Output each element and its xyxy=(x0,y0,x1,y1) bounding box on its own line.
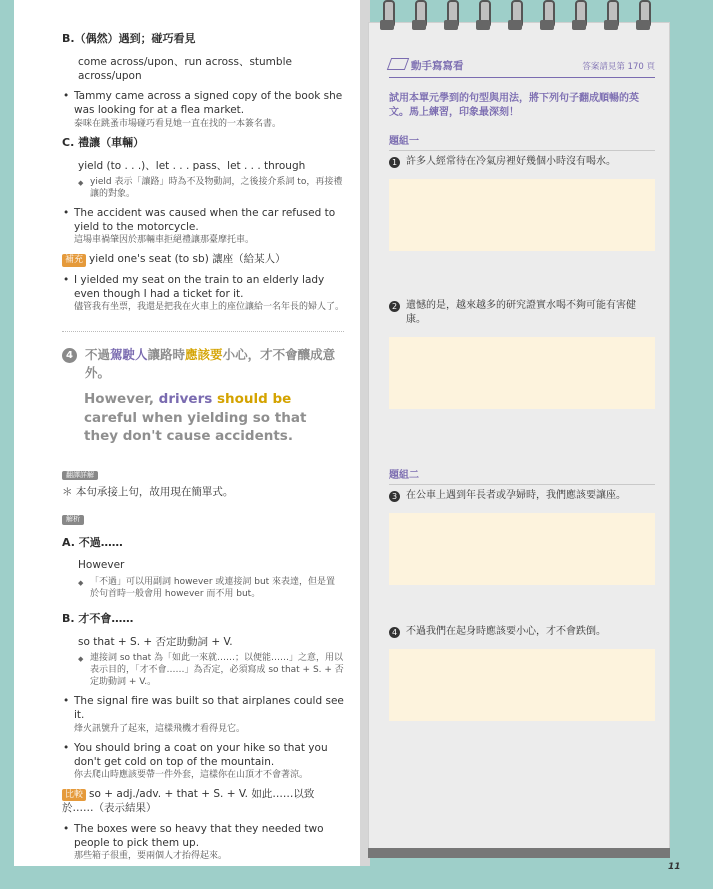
answer-reference: 答案請見第 170 頁 xyxy=(582,61,655,72)
example-c2 xyxy=(62,273,344,313)
sentence-4-zh-c: 讓路時 xyxy=(147,347,186,363)
sentence-4-en-b: drivers xyxy=(158,391,213,408)
example-c1-zh: 這場車禍肇因於那輛車拒絕禮讓那臺摩托車。 xyxy=(74,235,255,246)
compare-tag: 比較 xyxy=(62,789,86,801)
section-a-note: ◆ 「不過」可以用副詞 however 或連接詞 but 來表達，但是置於句首時一般會用 however 而不用 but。 xyxy=(62,576,344,600)
example-b2-1-en: • The signal fire was built so that airplanes could see it. xyxy=(74,695,344,722)
sentence-4-chinese xyxy=(62,346,344,382)
spiral-ring xyxy=(536,0,558,30)
section-a-word: However xyxy=(78,559,125,572)
example-b2-3-en: • The boxes were so heavy that they needed two people to pick them up. xyxy=(74,822,324,849)
question-2-text: 遺憾的是，越來越多的研究證實水喝不夠可能有害健康。 xyxy=(406,299,636,325)
spiral-ring xyxy=(408,0,430,30)
question-4-number: 4 xyxy=(389,627,400,638)
question-4 xyxy=(389,625,655,639)
spiral-ring xyxy=(600,0,622,30)
translation-tag: 翻譯詳解 xyxy=(62,471,98,480)
sentence-4-en-d: should be xyxy=(216,391,292,408)
exercise-panel xyxy=(389,58,655,721)
example-b1 xyxy=(62,89,344,129)
sentence-4-zh-e: 小心，才不會釀成意外。 xyxy=(85,347,336,381)
example-b2-2 xyxy=(62,741,344,781)
spiral-ring xyxy=(632,0,654,30)
section-c1-heading: C. 禮讓（車輛） xyxy=(62,135,145,149)
answer-box-3[interactable] xyxy=(389,513,655,585)
question-2 xyxy=(389,299,655,327)
section-b2-formula: so that + S. + 否定助動詞 + V. xyxy=(78,635,233,648)
spiral-ring xyxy=(376,0,398,30)
compare-text: so + adj./adv. + that + S. + V. 如此……以致於……（表示結果） xyxy=(62,788,315,815)
section-c1-note: ◆ yield 表示「讓路」時為不及物動詞，之後接介系詞 to，再接禮讓的對象。 xyxy=(62,176,344,200)
supplement-line xyxy=(62,252,344,266)
analysis-tag: 解析 xyxy=(62,515,84,524)
group-2-heading: 題組二 xyxy=(389,469,655,485)
pen-icon xyxy=(387,58,409,70)
compare-line xyxy=(62,787,344,815)
section-b2-heading: B. 才不會…… xyxy=(62,611,134,625)
answer-box-2[interactable] xyxy=(389,337,655,409)
question-1 xyxy=(389,155,655,169)
example-c1 xyxy=(62,206,344,246)
exercise-title-text: 動手寫寫看 xyxy=(411,60,464,72)
sentence-4-english xyxy=(84,390,344,445)
spiral-ring xyxy=(504,0,526,30)
sentence-4-zh-b: 駕駛人 xyxy=(110,347,148,363)
exercise-title xyxy=(389,58,464,74)
section-b1-heading: B.（偶然）遇到；碰巧看見 xyxy=(62,32,196,45)
spiral-ring xyxy=(568,0,590,30)
spiral-ring xyxy=(472,0,494,30)
spiral-ring xyxy=(440,0,462,30)
question-3-text: 在公車上遇到年長者或孕婦時，我們應該要讓座。 xyxy=(406,489,626,501)
example-b2-1 xyxy=(62,694,344,734)
sentence-4-en-e: careful when yielding so that they don't cause accidents. xyxy=(84,409,307,444)
answer-box-4[interactable] xyxy=(389,649,655,721)
divider xyxy=(62,331,344,332)
example-c2-zh: 儘管我有坐票，我還是把我在火車上的座位讓給一名年長的婦人了。 xyxy=(74,301,345,312)
exercise-header xyxy=(389,58,655,78)
example-b2-2-en: • You should bring a coat on your hike so that you don't get cold on top of the mountain. xyxy=(74,741,328,768)
left-column xyxy=(62,26,344,868)
notebook-shadow xyxy=(368,848,670,858)
question-1-text: 許多人經常待在冷氣房裡好幾個小時沒有喝水。 xyxy=(406,155,616,167)
example-b1-zh: 泰咪在跳蚤市場碰巧看見她一直在找的一本簽名書。 xyxy=(74,118,282,129)
question-1-number: 1 xyxy=(389,157,400,168)
section-b2-note: ◆ 連接詞 so that 為「如此一來就……；以便能……」之意，用以表示目的，「才不會……」為否定，必須寫成 so that + S. + 否定助動詞 + V.。 xyxy=(62,652,344,688)
translation-note: ＊ 本句承接上句，故用現在簡單式。 xyxy=(62,486,234,499)
spiral-rings xyxy=(370,0,676,34)
question-4-text: 不過我們在起身時應該要小心，才不會跌倒。 xyxy=(406,625,606,637)
example-b2-1-zh: 烽火訊號升了起來，這樣飛機才看得見它。 xyxy=(74,723,246,734)
section-c1-forms: yield (to . . .)、let . . . pass、let . . . through xyxy=(78,159,306,172)
sentence-4-zh-a: 不過 xyxy=(85,347,111,363)
sentence-4-en-a: However, xyxy=(84,391,159,408)
question-3-number: 3 xyxy=(389,491,400,502)
question-3 xyxy=(389,489,655,503)
example-b2-3 xyxy=(62,822,344,862)
supplement-tag: 補充 xyxy=(62,254,86,266)
question-2-number: 2 xyxy=(389,301,400,312)
example-b1-en: • Tammy came across a signed copy of the book she was looking for at a flea market. xyxy=(74,90,343,117)
example-b2-2-zh: 你去爬山時應該要帶一件外套，這樣你在山頂才不會著涼。 xyxy=(74,770,309,781)
exercise-instruction: 試用本單元學到的句型與用法，將下列句子翻成順暢的英文。馬上練習，印象最深刻！ xyxy=(389,92,639,119)
group-1-heading: 題組一 xyxy=(389,135,655,151)
sentence-4-zh-d: 應該要 xyxy=(185,347,223,363)
section-b1-forms: come across/upon、run across、stumble across/upon xyxy=(78,55,292,83)
supplement-text: yield one's seat (to sb) 讓座（給某人） xyxy=(89,253,286,266)
example-b2-3-zh: 那些箱子很重，要兩個人才抬得起來。 xyxy=(74,850,228,861)
section-a-heading: A. 不過…… xyxy=(62,535,123,549)
example-c1-en: • The accident was caused when the car refused to yield to the motorcycle. xyxy=(74,206,336,234)
example-c2-en: • I yielded my seat on the train to an elderly lady even though I had a ticket for it. xyxy=(74,273,325,300)
answer-box-1[interactable] xyxy=(389,179,655,251)
page-number: 11 xyxy=(668,862,681,872)
sentence-4-number: 4 xyxy=(62,348,77,363)
